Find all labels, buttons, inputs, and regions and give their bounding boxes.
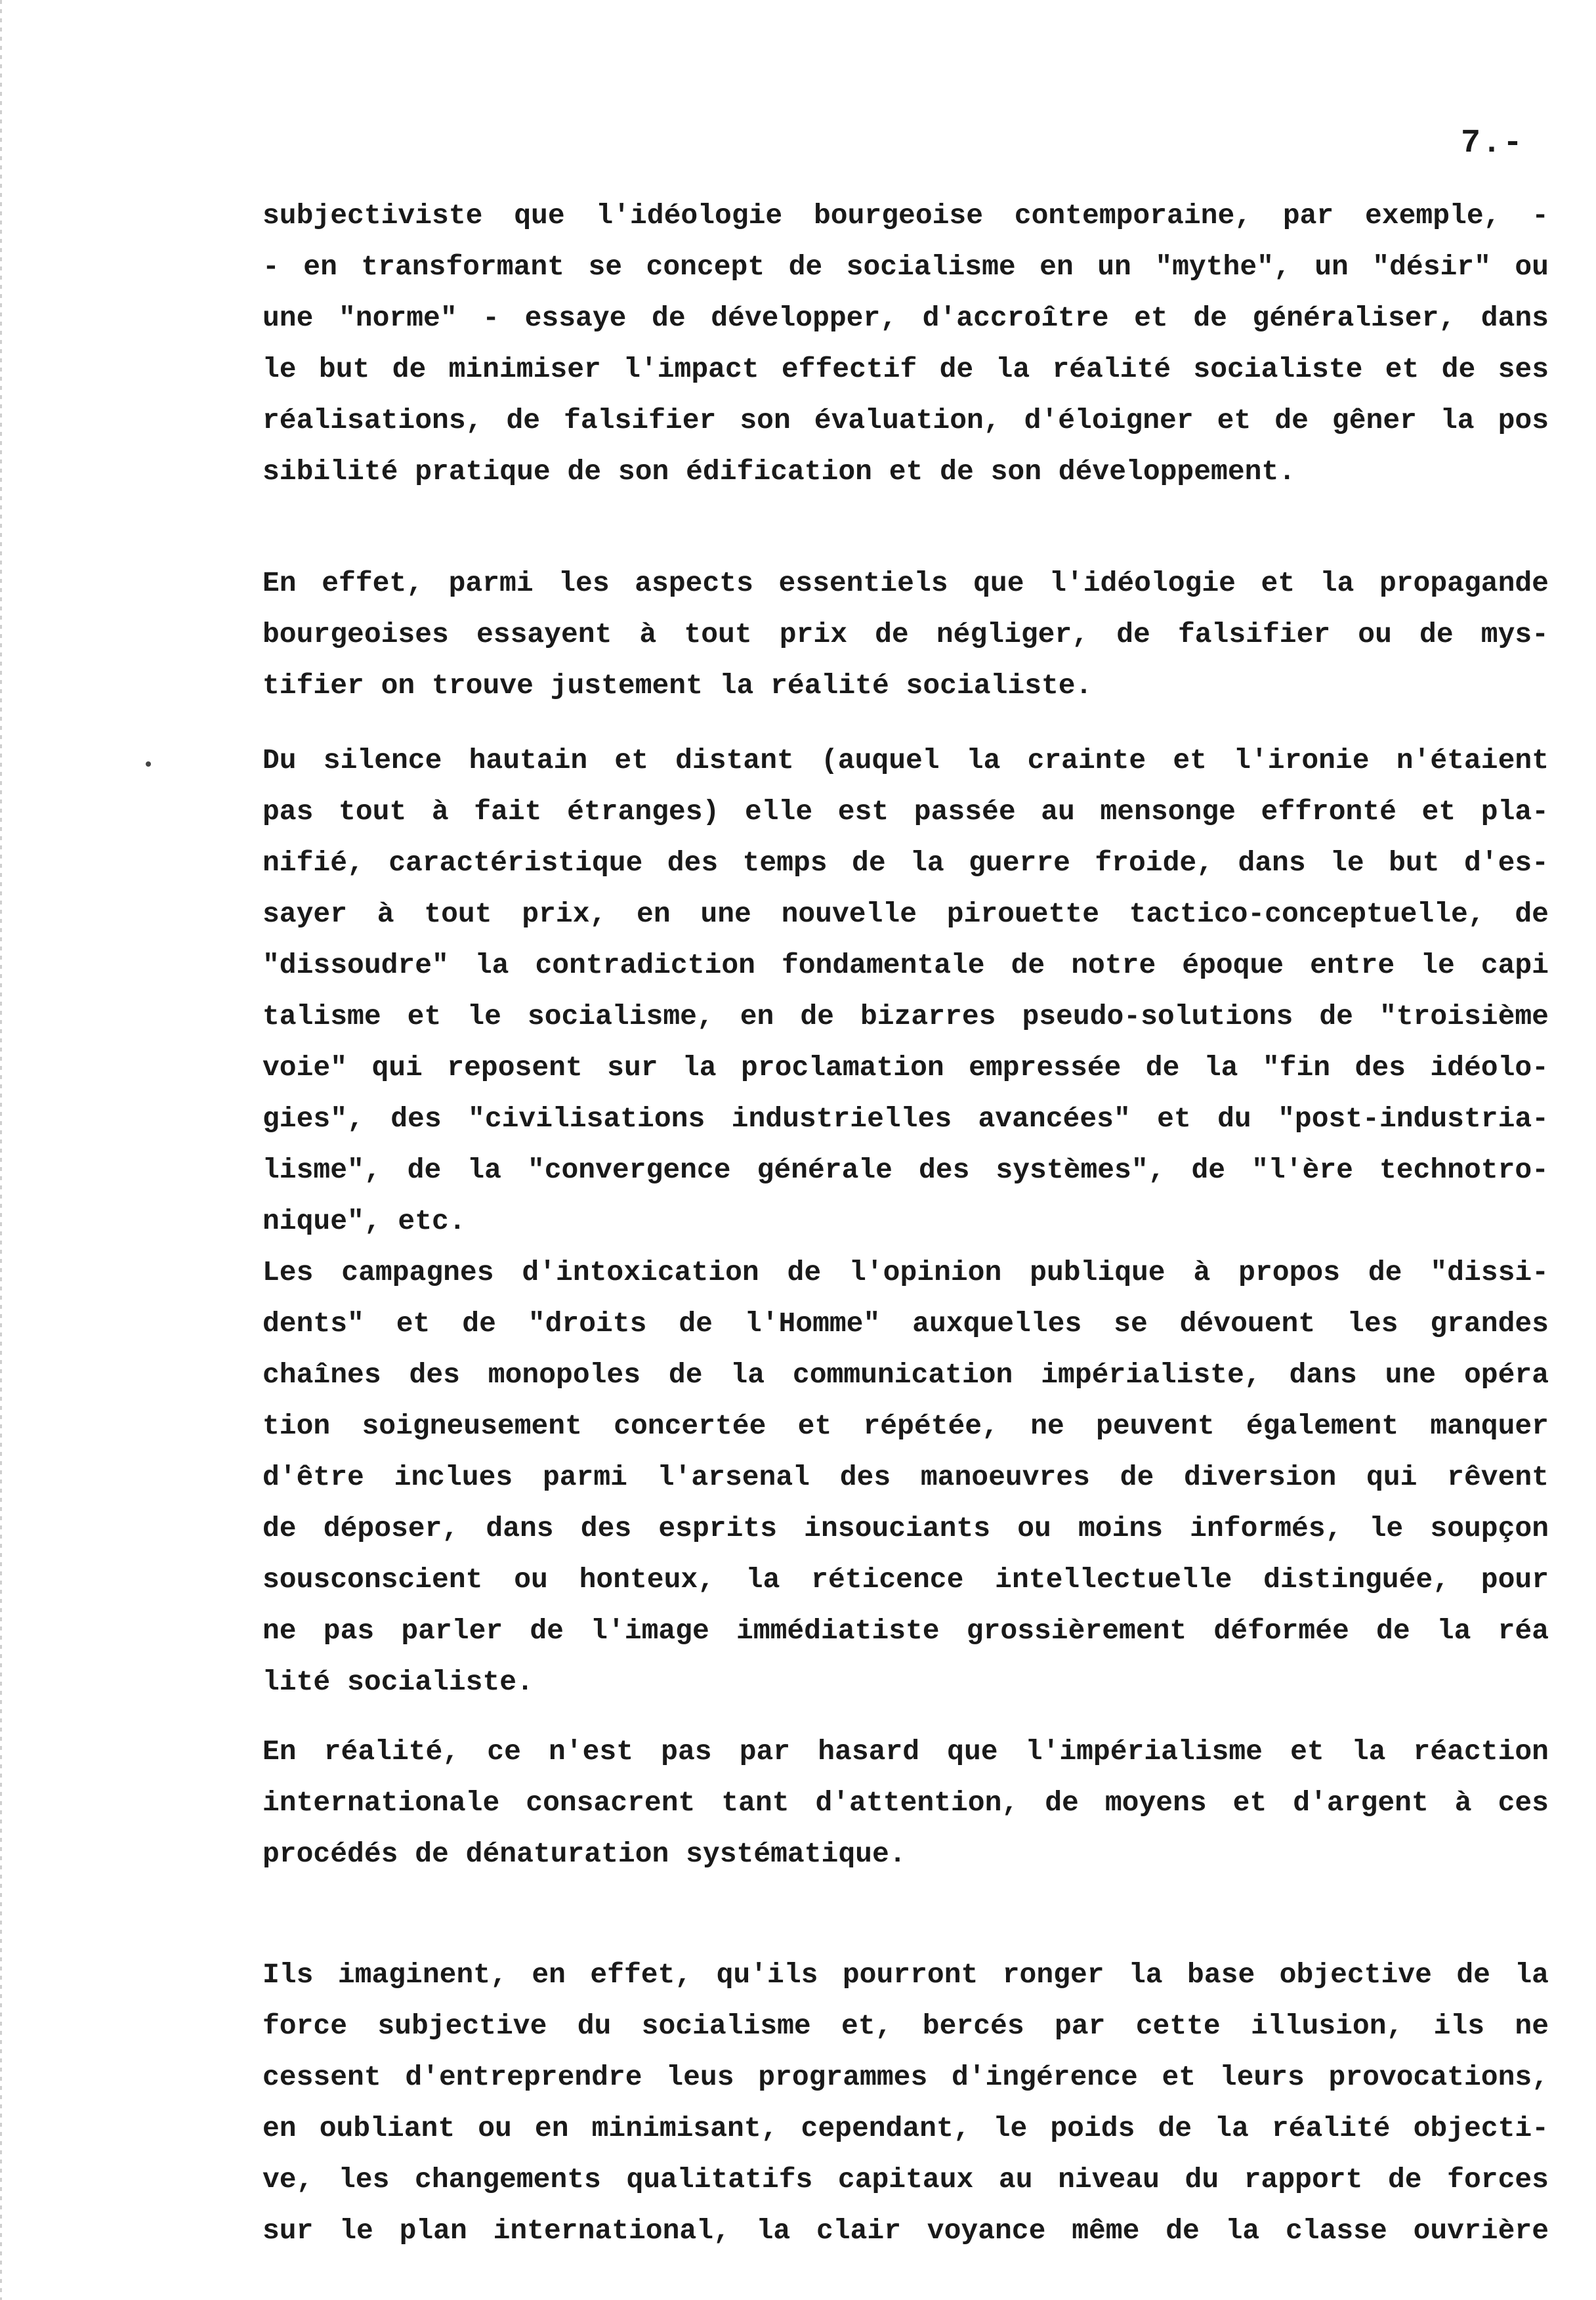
paragraph-3 (262, 735, 1549, 1247)
text-line: tion soigneusement concertée et répétée, ne peuvent également manquer (262, 1410, 1549, 1442)
text-line: nique", etc. (262, 1205, 466, 1237)
text-line: bourgeoises essayent à tout prix de négliger, de falsifier ou de mys- (262, 618, 1549, 650)
text-line: lisme", de la "convergence générale des systèmes", de "l'ère technotro- (262, 1154, 1549, 1186)
paragraph-6 (262, 1949, 1549, 2257)
text-line: le but de minimiser l'impact effectif de la réalité socialiste et de ses (262, 353, 1549, 385)
text-line: Ils imaginent, en effet, qu'ils pourront ronger la base objective de la (262, 1959, 1549, 1991)
text-line: En effet, parmi les aspects essentiels que l'idéologie et la propagande (262, 567, 1549, 599)
page-number: 7.- (1460, 125, 1524, 162)
text-line: ve, les changements qualitatifs capitaux au niveau du rapport de forces (262, 2163, 1549, 2196)
text-line: dents" et de "droits de l'Homme" auxquelles se dévouent les grandes (262, 1308, 1549, 1340)
text-line: sur le plan international, la clair voyance même de la classe ouvrière (262, 2215, 1549, 2247)
text-line: nifié, caractéristique des temps de la guerre froide, dans le but d'es- (262, 847, 1549, 879)
text-line: subjectiviste que l'idéologie bourgeoise contemporaine, par exemple, - (262, 200, 1549, 232)
text-line: sibilité pratique de son édification et de son développement. (262, 456, 1296, 488)
text-line: En réalité, ce n'est pas par hasard que l'impérialisme et la réaction (262, 1736, 1549, 1768)
text-line: cessent d'entreprendre leus programmes d'ingérence et leurs provocations, (262, 2061, 1549, 2093)
paragraph-4 (262, 1247, 1549, 1708)
text-line: réalisations, de falsifier son évaluation, d'éloigner et de gêner la pos (262, 404, 1549, 437)
margin-speck (146, 761, 151, 767)
text-line: Du silence hautain et distant (auquel la crainte et l'ironie n'étaient (262, 744, 1549, 777)
text-line: tifier on trouve justement la réalité socialiste. (262, 670, 1093, 702)
paragraph-1 (262, 190, 1549, 498)
text-line: "dissoudre" la contradiction fondamentale de notre époque entre le capi (262, 949, 1549, 981)
text-line: de déposer, dans des esprits insouciants ou moins informés, le soupçon (262, 1512, 1549, 1544)
text-line: d'être inclues parmi l'arsenal des manoeuvres de diversion qui rêvent (262, 1461, 1549, 1493)
text-line: - en transformant se concept de socialisme en un "mythe", un "désir" ou (262, 251, 1549, 283)
text-line: force subjective du socialisme et, bercés par cette illusion, ils ne (262, 2010, 1549, 2042)
text-line: procédés de dénaturation systématique. (262, 1838, 906, 1870)
text-line: sousconscient ou honteux, la réticence intellectuelle distinguée, pour (262, 1564, 1549, 1596)
text-line: talisme et le socialisme, en de bizarres pseudo-solutions de "troisième (262, 1000, 1549, 1033)
scan-left-edge (0, 0, 2, 2300)
text-line: Les campagnes d'intoxication de l'opinion publique à propos de "dissi- (262, 1256, 1549, 1288)
text-line: chaînes des monopoles de la communication impérialiste, dans une opéra (262, 1359, 1549, 1391)
text-line: une "norme" - essaye de développer, d'accroître et de généraliser, dans (262, 302, 1549, 334)
text-line: internationale consacrent tant d'attention, de moyens et d'argent à ces (262, 1787, 1549, 1819)
text-line: sayer à tout prix, en une nouvelle pirouette tactico-conceptuelle, de (262, 898, 1549, 930)
paragraph-2 (262, 558, 1549, 712)
text-line: ne pas parler de l'image immédiatiste grossièrement déformée de la réa (262, 1615, 1549, 1647)
text-line: gies", des "civilisations industrielles avancées" et du "post-industria- (262, 1103, 1549, 1135)
text-line: voie" qui reposent sur la proclamation empressée de la "fin des idéolo- (262, 1052, 1549, 1084)
paragraph-5 (262, 1726, 1549, 1880)
text-line: pas tout à fait étranges) elle est passée au mensonge effronté et pla- (262, 796, 1549, 828)
text-line: en oubliant ou en minimisant, cependant, le poids de la réalité objecti- (262, 2112, 1549, 2144)
text-line: lité socialiste. (262, 1666, 534, 1698)
